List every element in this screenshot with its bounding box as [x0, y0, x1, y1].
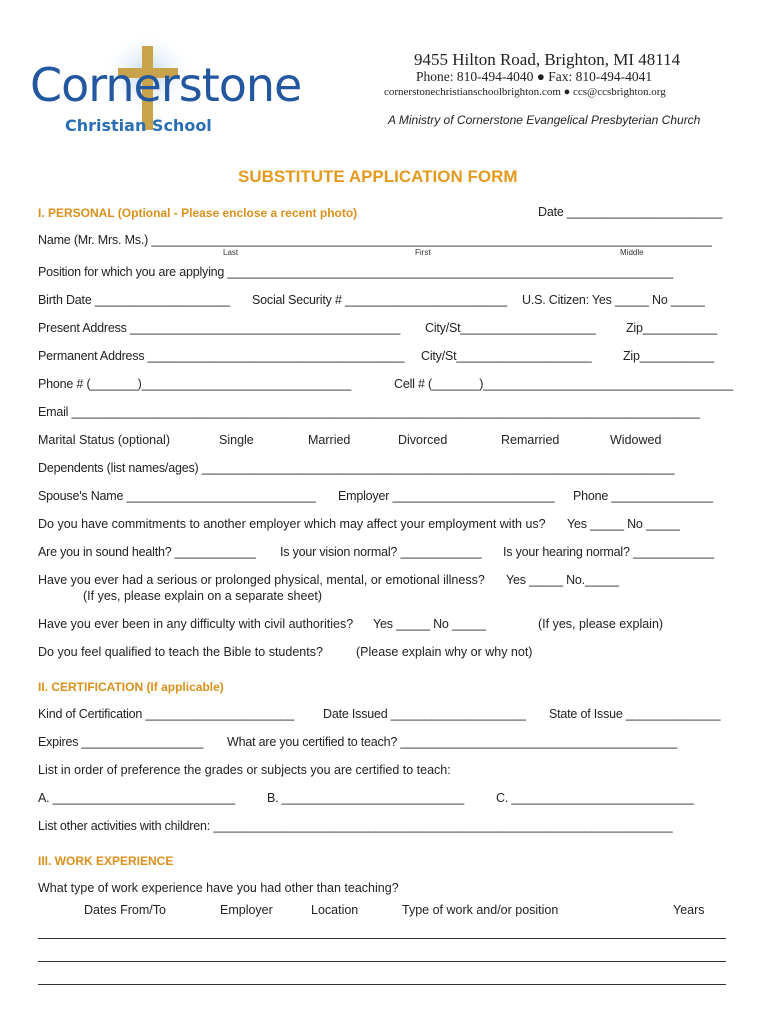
illness-note: (If yes, please explain on a separate sheet) [83, 589, 323, 603]
certified-what-field[interactable]: What are you certified to teach? _________________________________________ [227, 735, 678, 749]
name-field[interactable]: Name (Mr. Mrs. Ms.) ___________________________________________________________________________________ [38, 233, 712, 247]
commitments-question: Do you have commitments to another employer which may affect your employment with us? [38, 517, 546, 531]
grade-c-field[interactable]: C. ___________________________ [496, 791, 694, 805]
illness-question: Have you ever had a serious or prolonged physical, mental, or emotional illness? [38, 573, 485, 587]
spouse-employer-field[interactable]: Employer ________________________ [338, 489, 555, 503]
marital-label: Marital Status (optional) [38, 433, 171, 447]
logo-wordmark: Cornerstone [30, 58, 302, 112]
web-email: cornerstonechristianschoolbrighton.com ● ccs@ccsbrighton.org [384, 86, 666, 98]
present-address-field[interactable]: Present Address ________________________________________ [38, 321, 401, 335]
marital-option-divorced[interactable]: Divorced [398, 433, 448, 447]
date-field[interactable]: Date _______________________ [538, 205, 723, 219]
expires-field[interactable]: Expires __________________ [38, 735, 204, 749]
bible-note: (Please explain why or why not) [356, 645, 533, 659]
cert-state-field[interactable]: State of Issue ______________ [549, 707, 721, 721]
cert-date-field[interactable]: Date Issued ____________________ [323, 707, 526, 721]
present-zip-field[interactable]: Zip___________ [626, 321, 718, 335]
name-first-caption: First [415, 248, 431, 257]
health-field[interactable]: Are you in sound health? ____________ [38, 545, 256, 559]
dependents-field[interactable]: Dependents (list names/ages) ______________________________________________________________________ [38, 461, 675, 475]
marital-option-remarried[interactable]: Remarried [501, 433, 560, 447]
civil-note: (If yes, please explain) [538, 617, 664, 631]
section-work: III. WORK EXPERIENCE [38, 854, 174, 868]
work-col-employer: Employer [220, 903, 273, 917]
activities-field[interactable]: List other activities with children: ____________________________________________________________________ [38, 819, 673, 833]
work-col-type: Type of work and/or position [402, 903, 559, 917]
present-city-field[interactable]: City/St____________________ [425, 321, 596, 335]
work-prompt: What type of work experience have you had other than teaching? [38, 881, 399, 895]
name-middle-caption: Middle [620, 248, 644, 257]
section-personal: I. PERSONAL (Optional - Please enclose a recent photo) [38, 206, 358, 220]
work-col-years: Years [673, 903, 705, 917]
marital-option-single[interactable]: Single [219, 433, 254, 447]
grade-a-field[interactable]: A. ___________________________ [38, 791, 235, 805]
phone-fax: Phone: 810-494-4040 ● Fax: 810-494-4041 [416, 69, 653, 84]
birth-date-field[interactable]: Birth Date ____________________ [38, 293, 230, 307]
work-col-location: Location [311, 903, 359, 917]
phone-field[interactable]: Phone # (_______)_______________________________ [38, 377, 351, 391]
illness-yes-no[interactable]: Yes _____ No._____ [506, 573, 619, 587]
ministry-line: A Ministry of Cornerstone Evangelical Presbyterian Church [388, 113, 701, 127]
work-col-dates: Dates From/To [84, 903, 166, 917]
permanent-zip-field[interactable]: Zip___________ [623, 349, 715, 363]
section-certification: II. CERTIFICATION (If applicable) [38, 680, 224, 694]
permanent-city-field[interactable]: City/St____________________ [421, 349, 592, 363]
citizen-field[interactable]: U.S. Citizen: Yes _____ No _____ [522, 293, 705, 307]
grades-prompt: List in order of preference the grades or subjects you are certified to teach: [38, 763, 451, 777]
email-field[interactable]: Email _____________________________________________________________________________________________ [38, 405, 700, 419]
logo-subtitle: Christian School [65, 116, 212, 135]
school-address: 9455 Hilton Road, Brighton, MI 48114 [414, 50, 681, 69]
marital-option-married[interactable]: Married [308, 433, 351, 447]
name-last-caption: Last [223, 248, 239, 257]
work-row-line[interactable] [38, 938, 726, 939]
marital-option-widowed[interactable]: Widowed [610, 433, 662, 447]
vision-field[interactable]: Is your vision normal? ____________ [280, 545, 482, 559]
ssn-field[interactable]: Social Security # ________________________ [252, 293, 508, 307]
hearing-field[interactable]: Is your hearing normal? ____________ [503, 545, 715, 559]
spouse-name-field[interactable]: Spouse's Name ____________________________ [38, 489, 316, 503]
position-field[interactable]: Position for which you are applying __________________________________________________________________ [38, 265, 674, 279]
cert-kind-field[interactable]: Kind of Certification ______________________ [38, 707, 295, 721]
commitments-yes-no[interactable]: Yes _____ No _____ [567, 517, 680, 531]
civil-yes-no[interactable]: Yes _____ No _____ [373, 617, 486, 631]
work-row-line[interactable] [38, 961, 726, 962]
grade-b-field[interactable]: B. ___________________________ [267, 791, 464, 805]
civil-question: Have you ever been in any difficulty with civil authorities? [38, 617, 354, 631]
work-row-line[interactable] [38, 984, 726, 985]
permanent-address-field[interactable]: Permanent Address ______________________________________ [38, 349, 405, 363]
bible-question: Do you feel qualified to teach the Bible to students? [38, 645, 323, 659]
form-title: SUBSTITUTE APPLICATION FORM [238, 167, 518, 186]
cell-field[interactable]: Cell # (_______)_____________________________________ [394, 377, 734, 391]
spouse-phone-field[interactable]: Phone _______________ [573, 489, 713, 503]
